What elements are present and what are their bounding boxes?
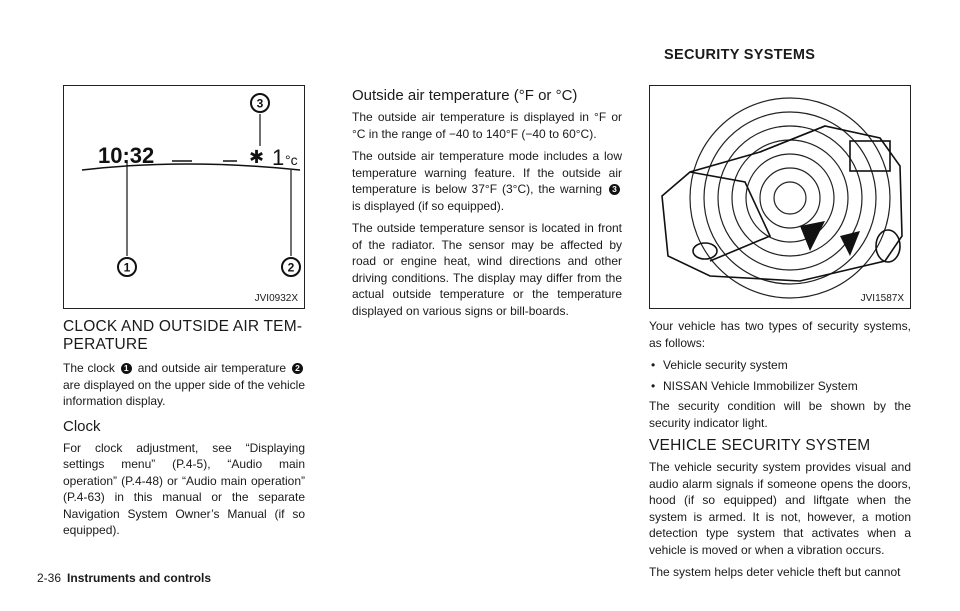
paragraph-warning: The outside air temperature mode includes a low temperature warning feature. If the outside air temperature is below 37°F (3°C), the warning 3 is displayed (if so equipped).: [352, 149, 622, 213]
callout-2-icon: 2: [292, 363, 303, 374]
paragraph-vss-2: The system helps deter vehicle theft but cannot: [649, 565, 901, 579]
footer-title: Instruments and controls: [67, 571, 212, 585]
column-1: [63, 318, 305, 545]
paragraph-clock-intro: The clock 1 and outside air temperature 2 are displayed on the upper side of the vehicle information display.: [63, 361, 305, 408]
svg-text:3: 3: [256, 96, 264, 111]
figure-code: JVI1587X: [860, 293, 904, 304]
display-temp: 1: [272, 145, 285, 170]
car-outline-icon: [662, 126, 902, 281]
svg-text:2: 2: [287, 260, 295, 275]
callout-1-icon: 1: [121, 363, 132, 374]
paragraph-sensor: The outside temperature sensor is located in front of the radiator. The sensor may be affected by road or engine heat, wind directions and other driving conditions. The display may differ from the actual outside temperature or the temperature displayed on various signs or bill-boards.: [352, 221, 622, 318]
page-number: 2-36: [37, 571, 62, 585]
page-footer: [37, 571, 211, 585]
heading-clock: Clock: [63, 417, 101, 435]
heading-clock-outside: CLOCK AND OUTSIDE AIR TEM-PERATURE: [63, 318, 303, 353]
list-item: • NISSAN Vehicle Immobilizer System: [649, 378, 911, 395]
display-illustration: [64, 86, 303, 307]
callout-3-icon: 3: [609, 184, 620, 195]
vehicle-security-illustration: [650, 86, 909, 307]
section-title: SECURITY SYSTEMS: [664, 47, 816, 63]
figure-vehicle-security: [649, 85, 911, 309]
column-3: [649, 318, 911, 587]
warning-snowflake-icon: ✱: [249, 147, 265, 167]
paragraph-clock: For clock adjustment, see “Displaying settings menu” (P.4-5), “Audio main operation” (P.4-48) or “Audio main operation” (P.4-63) in this manual or the separate Navigation System Owner’s Manual (if so equipped).: [63, 440, 305, 537]
display-unit: °c: [285, 152, 298, 168]
figure-code: JVI0932X: [254, 293, 298, 304]
column-2: [352, 87, 622, 325]
paragraph-intro: Your vehicle has two types of security systems, as follows:: [649, 319, 911, 350]
paragraph-vss: The vehicle security system provides visual and audio alarm signals if someone opens the doors, hood (if so equipped) and liftgate when the system is armed. It is not, however, a motion detection type system that activates when a vehicle is moved or when a vibration occurs.: [649, 460, 911, 557]
display-time: 10:32: [98, 143, 155, 168]
paragraph-range: The outside air temperature is displayed in °F or °C in the range of −40 to 140°F (−40 to 60°C).: [352, 110, 622, 141]
svg-text:1: 1: [123, 260, 131, 275]
heading-vss: VEHICLE SECURITY SYSTEM: [649, 437, 871, 454]
paragraph-condition: The security condition will be shown by the security indicator light.: [649, 399, 911, 430]
list-item: • Vehicle security system: [649, 357, 911, 374]
heading-outside-temp: Outside air temperature (°F or °C): [352, 87, 578, 104]
figure-display: [63, 85, 305, 309]
